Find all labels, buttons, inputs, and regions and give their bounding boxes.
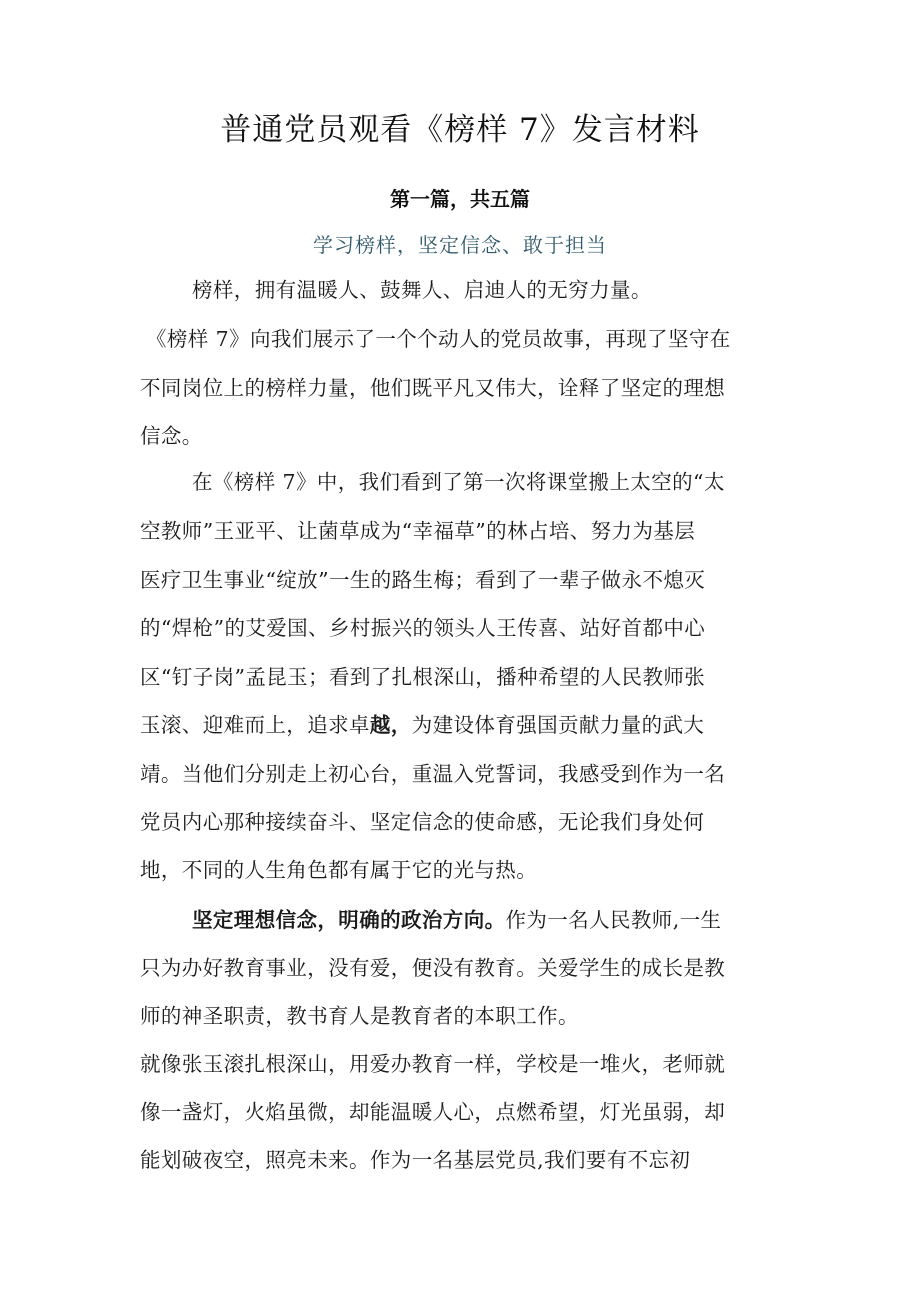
- paragraph-line: 在《榜样 7》中，我们看到了第一次将课堂搬上太空的“太: [192, 470, 725, 494]
- paragraph-line: 党员内心那种接续奋斗、坚定信念的使命感，无论我们身处何: [140, 810, 705, 834]
- paragraph-line: 空教师”王亚平、让菌草成为“幸福草”的林占培、努力为基层: [140, 519, 696, 543]
- page-title: 普通党员观看《榜样 7》发言材料: [220, 112, 700, 148]
- paragraph-line: 师的神圣职责，教书育人是教育者的本职工作。: [140, 1004, 579, 1028]
- paragraph-line: 区“钉子岗”孟昆玉；看到了扎根深山，播种希望的人民教师张: [140, 665, 706, 689]
- bold-segment: 越，: [369, 713, 412, 737]
- paragraph-line: 就像张玉滚扎根深山，用爱办教育一样，学校是一堆火，老师就: [140, 1052, 726, 1076]
- paragraph-line: 地，不同的人生角色都有属于它的光与热。: [140, 858, 538, 882]
- paragraph-line: [140, 708, 704, 738]
- line-segment: 作为一名人民教师,一生: [505, 908, 722, 932]
- paragraph-line: 靖。当他们分别走上初心台，重温入党誓词，我感受到作为一名: [140, 762, 726, 786]
- section-heading: 学习榜样，坚定信念、敢于担当: [313, 233, 607, 257]
- paragraph-line: 信念。: [140, 424, 203, 448]
- paragraph-line: 能划破夜空，照亮未来。作为一名基层党员,我们要有不忘初: [140, 1148, 691, 1172]
- line-segment: 玉滚、迎难而上，追求卓: [140, 713, 370, 737]
- paragraph-line: 《榜样 7》向我们展示了一个个动人的党员故事，再现了坚守在: [146, 327, 731, 351]
- paragraph-line: [192, 903, 721, 933]
- paragraph-line: 的“焊枪”的艾爱国、乡村振兴的领头人王传喜、站好首都中心: [140, 616, 706, 640]
- paragraph-line: 不同岗位上的榜样力量，他们既平凡又伟大，诠释了坚定的理想: [140, 376, 726, 400]
- bold-lead-sentence: 坚定理想信念，明确的政治方向。: [192, 908, 506, 932]
- line-segment: 为建设体育强国贡献力量的武大: [411, 713, 705, 737]
- paragraph-line: 医疗卫生事业“绽放”一生的路生梅；看到了一辈子做永不熄灭: [140, 568, 706, 592]
- paragraph-line: 榜样，拥有温暖人、鼓舞人、启迪人的无穷力量。: [192, 278, 652, 302]
- part-subtitle: 第一篇，共五篇: [390, 187, 530, 211]
- paragraph-line: 只为办好教育事业，没有爱，便没有教育。关爱学生的成长是教: [140, 956, 726, 980]
- paragraph-line: 像一盏灯，火焰虽微，却能温暖人心，点燃希望，灯光虽弱，却: [140, 1100, 726, 1124]
